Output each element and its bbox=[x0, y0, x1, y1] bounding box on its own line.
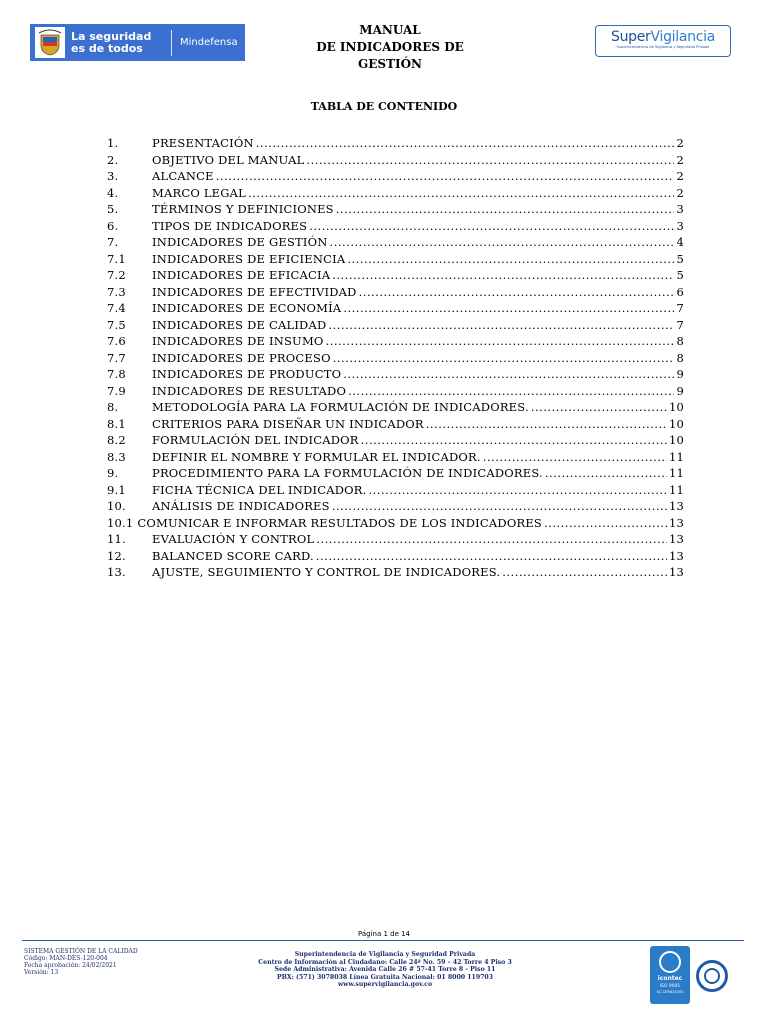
footer-center-line: Centro de Información al Ciudadano: Calle 24ª No. 59 – 42 Torre 4 Piso 3 bbox=[258, 958, 512, 966]
toc-entry-page: 11 bbox=[668, 449, 684, 464]
cert-iso: ISO 9001 bbox=[659, 984, 681, 989]
toc-entry-title: INDICADORES DE CALIDAD bbox=[152, 317, 327, 332]
quality-system-info bbox=[24, 948, 138, 976]
icontec-logo bbox=[650, 946, 690, 1004]
toc-entry-page: 7 bbox=[676, 301, 684, 315]
toc-entry-page: 10 bbox=[668, 416, 684, 431]
toc-dot-leader bbox=[333, 350, 675, 367]
page-number: Página 1 de 14 bbox=[357, 930, 411, 938]
toc-entry-page: 10 bbox=[668, 433, 684, 447]
toc-dot-leader bbox=[248, 185, 674, 202]
toc-dot-leader bbox=[343, 366, 674, 383]
toc-entry-number: 11. bbox=[107, 532, 126, 546]
toc-entry-number: 7.1 bbox=[107, 251, 126, 266]
toc-entry-page: 13 bbox=[668, 499, 684, 513]
title-line-2: DE INDICADORES DE bbox=[316, 40, 464, 54]
toc-dot-leader bbox=[316, 531, 667, 548]
toc-entry-number: 3. bbox=[107, 169, 119, 183]
page-header bbox=[0, 0, 768, 90]
toc-entry-number: 1. bbox=[107, 136, 119, 150]
toc-entry-page: 2 bbox=[676, 169, 684, 183]
toc-entry-title: EVALUACIÓN Y CONTROL bbox=[152, 532, 315, 546]
toc-dot-leader bbox=[361, 432, 667, 449]
toc-entry-title: INDICADORES DE PRODUCTO bbox=[152, 367, 342, 381]
icontec-mark-icon bbox=[659, 951, 681, 973]
toc-dot-leader bbox=[426, 416, 667, 433]
toc-entry-title: INDICADORES DE PROCESO bbox=[152, 350, 331, 365]
toc-dot-leader bbox=[332, 267, 674, 284]
cert-name: icontec bbox=[657, 975, 683, 982]
toc-dot-leader bbox=[326, 333, 675, 350]
toc-dot-leader bbox=[347, 251, 674, 268]
toc-entry[interactable] bbox=[107, 333, 684, 350]
toc-entry[interactable] bbox=[107, 548, 684, 565]
toc-dot-leader bbox=[306, 152, 674, 169]
toc-entry-title: AJUSTE, SEGUIMIENTO Y CONTROL DE INDICADORES. bbox=[152, 565, 501, 579]
coat-of-arms-icon bbox=[35, 27, 65, 58]
toc-entry-title: BALANCED SCORE CARD. bbox=[152, 548, 314, 563]
toc-entry-number: 8. bbox=[107, 400, 119, 414]
toc-entry-number: 7.5 bbox=[107, 317, 126, 332]
toc-entry-title: OBJETIVO DEL MANUAL bbox=[152, 152, 305, 167]
toc-entry-number: 8.1 bbox=[107, 416, 126, 431]
toc-entry-number: 12. bbox=[107, 548, 126, 563]
toc-entry[interactable] bbox=[107, 152, 684, 169]
toc-entry-page: 8 bbox=[676, 334, 684, 348]
footer-center-line: PBX: (571) 3078038 Línea Gratuita Nacional: 01 8000 119703 bbox=[276, 973, 494, 981]
supervigilancia-logo bbox=[595, 25, 731, 57]
toc-entry-number: 7.2 bbox=[107, 268, 126, 282]
toc-entry-page: 3 bbox=[676, 218, 684, 233]
toc-entry-title: INDICADORES DE EFICIENCIA bbox=[152, 251, 346, 266]
toc-entry-number: 7.8 bbox=[107, 367, 126, 381]
toc-entry[interactable] bbox=[107, 515, 684, 532]
toc-dot-leader bbox=[531, 399, 667, 416]
footer-left-line: Fecha aprobación: 24/02/2021 bbox=[24, 962, 117, 969]
logo-divider bbox=[171, 30, 172, 56]
gov-slogan bbox=[71, 31, 171, 55]
brand-prefix: Super bbox=[611, 29, 651, 45]
toc-entry-number: 7.4 bbox=[107, 301, 126, 315]
toc-entry[interactable] bbox=[107, 168, 684, 185]
toc-entry-page: 2 bbox=[676, 136, 684, 150]
toc-entry-page: 2 bbox=[676, 185, 684, 200]
toc-entry-page: 2 bbox=[676, 152, 684, 167]
toc-entry[interactable] bbox=[107, 234, 684, 251]
toc-entry[interactable] bbox=[107, 399, 684, 416]
toc-entry[interactable] bbox=[107, 284, 684, 301]
toc-entry-title: INDICADORES DE INSUMO bbox=[152, 334, 324, 348]
toc-entry[interactable] bbox=[107, 317, 684, 334]
toc-entry-title: INDICADORES DE EFECTIVIDAD bbox=[152, 284, 357, 299]
toc-entry[interactable] bbox=[107, 185, 684, 202]
toc-entry-number: 8.3 bbox=[107, 449, 126, 464]
toc-entry-page: 9 bbox=[676, 367, 684, 381]
toc-dot-leader bbox=[359, 284, 675, 301]
toc-entry-number: 10.1 bbox=[107, 515, 134, 530]
footer-left-line: Versión: 13 bbox=[24, 969, 59, 976]
toc-entry-number: 8.2 bbox=[107, 433, 126, 447]
toc-entry-page: 3 bbox=[676, 202, 684, 216]
toc-dot-leader bbox=[330, 234, 675, 251]
gov-slogan-line2: es de todos bbox=[71, 41, 143, 55]
toc-entry-page: 10 bbox=[668, 400, 684, 414]
ministry-label: Mindefensa bbox=[180, 37, 238, 48]
cert-code: SC-CER815205 bbox=[656, 990, 684, 994]
document-title bbox=[280, 22, 500, 73]
toc-entry-number: 5. bbox=[107, 202, 119, 216]
toc-entry[interactable] bbox=[107, 449, 684, 466]
contact-info bbox=[225, 951, 545, 989]
toc-entry[interactable] bbox=[107, 432, 684, 449]
toc-entry-number: 7. bbox=[107, 235, 119, 249]
toc-entry-title: INDICADORES DE ECONOMÍA bbox=[152, 301, 342, 315]
toc-entry-number: 10. bbox=[107, 499, 126, 513]
toc-entry-page: 13 bbox=[668, 565, 684, 579]
toc-entry-number: 13. bbox=[107, 565, 126, 579]
toc-entry-title: PRESENTACIÓN bbox=[152, 136, 254, 150]
toc-entry-page: 13 bbox=[668, 532, 684, 546]
gov-slogan-line1: La seguridad bbox=[71, 29, 152, 43]
toc-entry-page: 5 bbox=[676, 251, 684, 266]
title-line-3: GESTIÓN bbox=[357, 57, 423, 71]
toc-dot-leader bbox=[502, 564, 667, 581]
toc-dot-leader bbox=[316, 548, 667, 565]
footer-center-line: Superintendencia de Vigilancia y Seguridad Privada bbox=[294, 951, 476, 958]
toc-entry[interactable] bbox=[107, 416, 684, 433]
toc-dot-leader bbox=[483, 449, 667, 466]
toc-dot-leader bbox=[348, 383, 674, 400]
toc-dot-leader bbox=[332, 498, 667, 515]
toc-entry-title: TIPOS DE INDICADORES bbox=[152, 218, 308, 233]
toc-entry-page: 8 bbox=[676, 350, 684, 365]
toc-entry[interactable] bbox=[107, 531, 684, 548]
toc-entry-page: 5 bbox=[676, 268, 684, 282]
toc-dot-leader bbox=[216, 168, 675, 185]
toc-dot-leader bbox=[368, 482, 666, 499]
toc-entry-title: CRITERIOS PARA DISEÑAR UN INDICADOR bbox=[152, 416, 424, 431]
toc-entry-title: INDICADORES DE RESULTADO bbox=[152, 383, 347, 398]
brand-name bbox=[596, 29, 730, 45]
brand-suffix: Vigilancia bbox=[650, 29, 715, 45]
brand-tagline: Superintendencia de Vigilancia y Seguridad Privada bbox=[616, 45, 710, 49]
toc-entry[interactable] bbox=[107, 135, 684, 152]
government-logo bbox=[30, 24, 245, 61]
toc-entry[interactable] bbox=[107, 251, 684, 268]
toc-entry-page: 4 bbox=[676, 235, 684, 249]
toc-entry-number: 7.9 bbox=[107, 383, 126, 398]
toc-dot-leader bbox=[328, 317, 674, 334]
toc-entry-number: 7.3 bbox=[107, 284, 126, 299]
toc-dot-leader bbox=[343, 300, 674, 317]
footer-divider bbox=[22, 940, 744, 941]
footer-center-line: www.supervigilancia.gov.co bbox=[337, 981, 433, 988]
toc-entry-title: FICHA TÉCNICA DEL INDICADOR. bbox=[152, 482, 367, 497]
toc-entry[interactable] bbox=[107, 300, 684, 317]
toc-entry-page: 13 bbox=[668, 515, 684, 530]
toc-entry[interactable] bbox=[107, 482, 684, 499]
footer-left-line: Código: MAN-DES-120-004 bbox=[24, 955, 108, 962]
toc-entry-number: 4. bbox=[107, 185, 119, 200]
toc-entry[interactable] bbox=[107, 350, 684, 367]
footer-center-line: Sede Administrativa: Avenida Calle 26 # 57-41 Torre 8 - Piso 11 bbox=[274, 966, 496, 973]
toc-entry[interactable] bbox=[107, 366, 684, 383]
toc-entry-page: 6 bbox=[676, 284, 684, 299]
toc-entry-title: ALCANCE bbox=[152, 169, 214, 183]
toc-entry-title: MARCO LEGAL bbox=[152, 185, 246, 200]
toc-title: TABLA DE CONTENIDO bbox=[310, 100, 458, 113]
toc-entry-number: 9.1 bbox=[107, 482, 126, 497]
iqnet-inner-ring bbox=[704, 968, 720, 984]
title-line-1: MANUAL bbox=[359, 23, 421, 37]
toc-dot-leader bbox=[309, 218, 674, 235]
toc-entry-title: METODOLOGÍA PARA LA FORMULACIÓN DE INDICADORES. bbox=[152, 400, 529, 414]
footer-left-line: SISTEMA GESTIÓN DE LA CALIDAD bbox=[24, 948, 138, 955]
toc-entry[interactable] bbox=[107, 564, 684, 581]
toc-entry-number: 7.6 bbox=[107, 334, 126, 348]
toc-entry-title: ANÁLISIS DE INDICADORES bbox=[152, 499, 330, 513]
toc-dot-leader bbox=[544, 515, 667, 532]
toc-entry[interactable] bbox=[107, 218, 684, 235]
toc-dot-leader bbox=[256, 135, 675, 152]
toc-entry-title: FORMULACIÓN DEL INDICADOR bbox=[152, 433, 359, 447]
certification-logos bbox=[650, 946, 740, 1006]
toc-entry-number: 6. bbox=[107, 218, 119, 233]
toc-entry[interactable] bbox=[107, 498, 684, 515]
toc-entry-page: 9 bbox=[676, 383, 684, 398]
toc-entry-title: DEFINIR EL NOMBRE Y FORMULAR EL INDICADOR. bbox=[152, 449, 481, 464]
toc-entry[interactable] bbox=[107, 465, 684, 482]
toc-entry-title: PROCEDIMIENTO PARA LA FORMULACIÓN DE INDICADORES. bbox=[152, 466, 543, 480]
toc-entry-title: INDICADORES DE EFICACIA bbox=[152, 268, 331, 282]
toc-entry-title: COMUNICAR E INFORMAR RESULTADOS DE LOS INDICADORES bbox=[137, 515, 543, 530]
toc-entry-page: 11 bbox=[668, 482, 684, 497]
toc-entry-page: 13 bbox=[668, 548, 684, 563]
toc-dot-leader bbox=[545, 465, 667, 482]
toc-entry-page: 11 bbox=[668, 466, 684, 480]
toc-entry[interactable] bbox=[107, 201, 684, 218]
toc-entry-number: 9. bbox=[107, 466, 119, 480]
toc-entry[interactable] bbox=[107, 267, 684, 284]
toc-entry-title: TÉRMINOS Y DEFINICIONES bbox=[152, 202, 334, 216]
toc-dot-leader bbox=[336, 201, 675, 218]
table-of-contents bbox=[107, 135, 684, 581]
toc-entry[interactable] bbox=[107, 383, 684, 400]
toc-entry-number: 2. bbox=[107, 152, 119, 167]
toc-entry-title: INDICADORES DE GESTIÓN bbox=[152, 235, 328, 249]
iqnet-logo-icon bbox=[696, 960, 728, 992]
toc-entry-page: 7 bbox=[676, 317, 684, 332]
toc-entry-number: 7.7 bbox=[107, 350, 126, 365]
